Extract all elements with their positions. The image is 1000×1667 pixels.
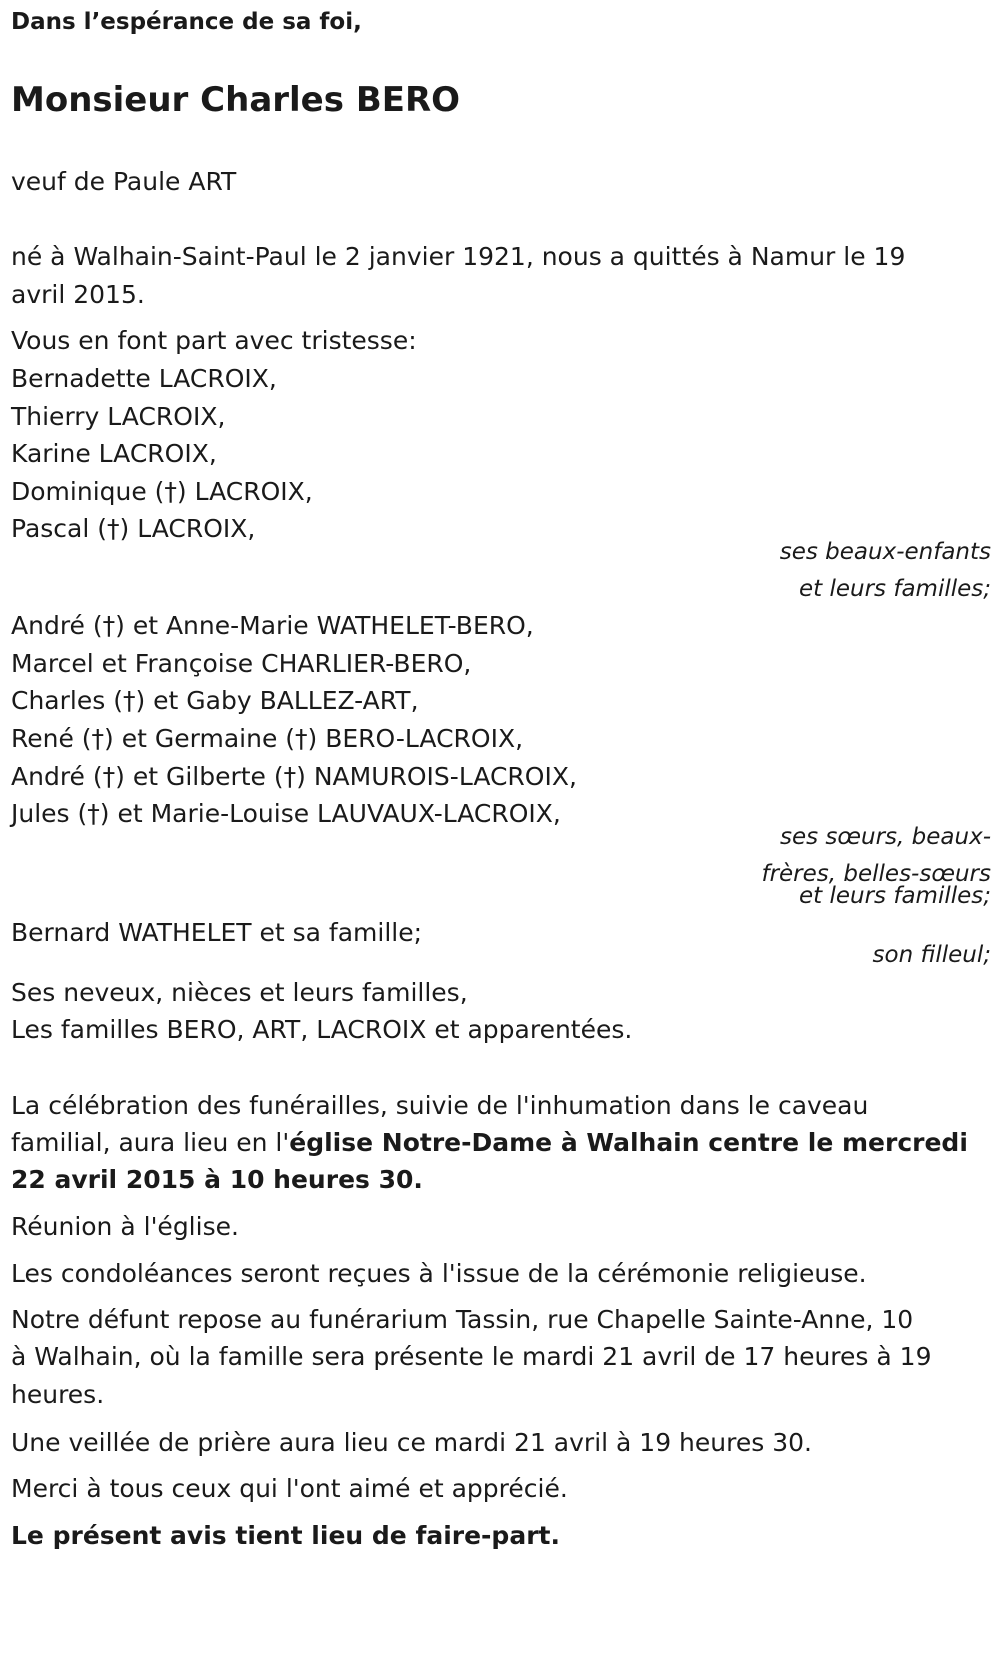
godson-line: Bernard WATHELET et sa famille; xyxy=(11,918,423,947)
ceremony-line-3: 22 avril 2015 à 10 heures 30. xyxy=(11,1165,423,1194)
siblings-role-line-3: et leurs familles; xyxy=(799,883,991,909)
ceremony-line-2 xyxy=(11,1128,968,1158)
stepchildren-role-line-1: ses beaux-enfants xyxy=(779,539,991,565)
godson-role: son filleul; xyxy=(872,942,991,968)
sibling-line: René (†) et Germaine (†) BERO-LACROIX, xyxy=(11,724,524,753)
rest-line-2: à Walhain, où la famille sera présente le mardi 21 avril de 17 heures à 19 xyxy=(11,1342,932,1371)
condolences-line: Les condoléances seront reçues à l'issue de la cérémonie religieuse. xyxy=(11,1259,867,1288)
ceremony-line-1: La célébration des funérailles, suivie de l'inhumation dans le caveau xyxy=(11,1091,869,1120)
sibling-line: André (†) et Gilberte (†) NAMUROIS-LACROIX, xyxy=(11,762,577,791)
rest-line-3: heures. xyxy=(11,1380,105,1409)
stepchild-line: Bernadette LACROIX, xyxy=(11,364,277,393)
announce-line: Vous en font part avec tristesse: xyxy=(11,326,417,355)
stepchild-line: Thierry LACROIX, xyxy=(11,402,226,431)
stepchildren-role-line-2: et leurs familles; xyxy=(799,576,991,602)
families-line: Les familles BERO, ART, LACROIX et apparentées. xyxy=(11,1015,633,1044)
siblings-role-line-2: frères, belles-sœurs xyxy=(761,861,991,887)
intro-line: Dans l’espérance de sa foi, xyxy=(11,9,362,35)
sibling-line: Charles (†) et Gaby BALLEZ-ART, xyxy=(11,686,419,715)
ceremony-place-text: église Notre-Dame à Walhain centre le mercredi xyxy=(289,1128,968,1157)
vigil-line: Une veillée de prière aura lieu ce mardi 21 avril à 19 heures 30. xyxy=(11,1428,812,1457)
sibling-line: Marcel et Françoise CHARLIER-BERO, xyxy=(11,649,472,678)
rest-line-1: Notre défunt repose au funérarium Tassin, rue Chapelle Sainte-Anne, 10 xyxy=(11,1305,914,1334)
deceased-name: Monsieur Charles BERO xyxy=(11,80,461,120)
notice-line: Le présent avis tient lieu de faire-part. xyxy=(11,1521,560,1550)
stepchild-line: Karine LACROIX, xyxy=(11,439,217,468)
stepchild-line: Dominique (†) LACROIX, xyxy=(11,477,313,506)
thanks-line: Merci à tous ceux qui l'ont aimé et apprécié. xyxy=(11,1474,568,1503)
sibling-line: André (†) et Anne-Marie WATHELET-BERO, xyxy=(11,611,534,640)
meeting-line: Réunion à l'église. xyxy=(11,1212,239,1241)
siblings-role-line-1: ses sœurs, beaux- xyxy=(779,824,991,850)
ceremony-plain-text: familial, aura lieu en l' xyxy=(11,1128,290,1157)
sibling-line: Jules (†) et Marie-Louise LAUVAUX-LACROIX, xyxy=(11,799,561,828)
birth-line-1: né à Walhain-Saint-Paul le 2 janvier 1921, nous a quittés à Namur le 19 xyxy=(11,242,906,271)
spouse-line: veuf de Paule ART xyxy=(11,167,237,196)
stepchild-line: Pascal (†) LACROIX, xyxy=(11,514,256,543)
nephews-line: Ses neveux, nièces et leurs familles, xyxy=(11,978,468,1007)
birth-line-2: avril 2015. xyxy=(11,280,145,309)
